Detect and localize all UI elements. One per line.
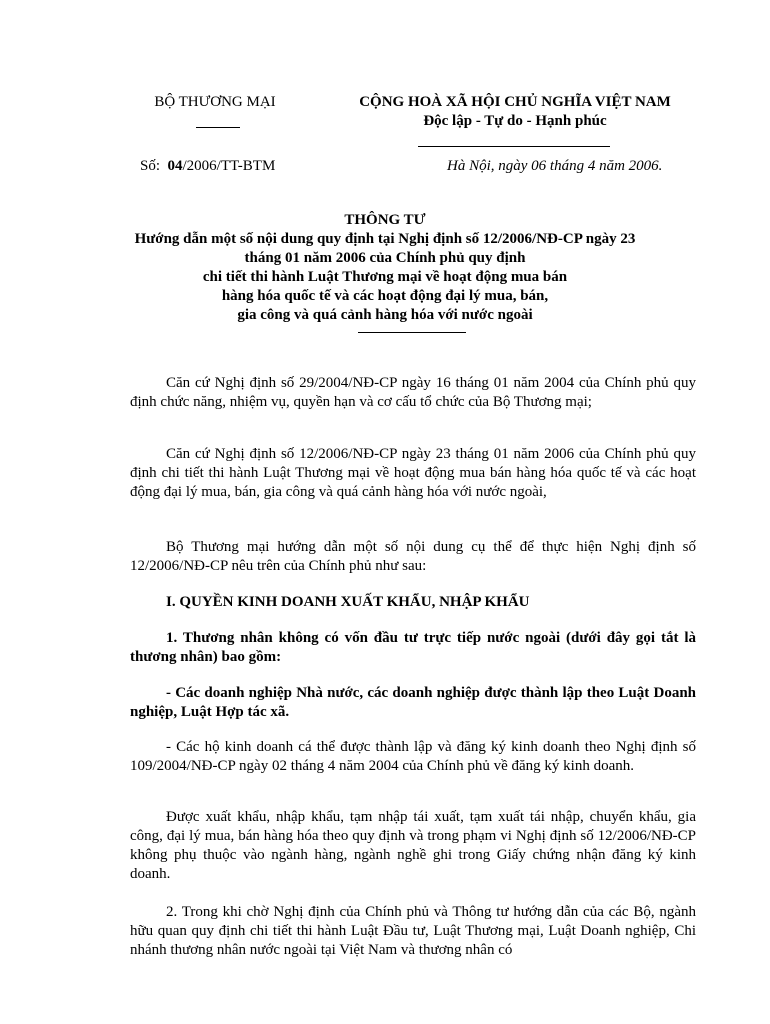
paragraph: - Các hộ kinh doanh cá thể được thành lập và đăng ký kinh doanh theo Nghị định số 109/2004/NĐ-CP ngày 02 tháng 4 năm 2004 của Chính phủ về đăng ký kinh doanh. — [130, 739, 696, 774]
paragraph: Được xuất khẩu, nhập khẩu, tạm nhập tái xuất, tạm xuất tái nhập, chuyển khẩu, gia công, đại lý mua, bán hàng hóa theo quy định và trong phạm vi Nghị định số 12/2006/NĐ-CP không phụ thuộc vào ngành hàng, ngành nghề ghi trong Giấy chứng nhận đăng ký kinh doanh. — [130, 809, 696, 882]
place-date: Hà Nội, ngày 06 tháng 4 năm 2006. — [447, 158, 663, 174]
paragraph: Bộ Thương mại hướng dẫn một số nội dung cụ thể để thực hiện Nghị định số 12/2006/NĐ-CP nêu trên của Chính phủ như sau: — [130, 539, 696, 574]
paragraph: Căn cứ Nghị định số 12/2006/NĐ-CP ngày 23 tháng 01 năm 2006 của Chính phủ quy định chi tiết thi hành Luật Thương mại về hoạt động mua bán hàng hóa quốc tế và các hoạt động đại lý mua, bán, gia công và quá cảnh hàng hóa với nước ngoài, — [130, 446, 696, 500]
title-line: hàng hóa quốc tế và các hoạt động đại lý mua, bán, — [221, 288, 549, 304]
paragraph: 1. Thương nhân không có vốn đầu tư trực tiếp nước ngoài (dưới đây gọi tắt là thương nhân) bao gồm: — [130, 630, 696, 665]
number-label: Số: — [140, 158, 161, 174]
document-number — [140, 157, 275, 176]
title-line: tháng 01 năm 2006 của Chính phủ quy định — [244, 250, 526, 266]
motto: Độc lập - Tự do - Hạnh phúc — [423, 113, 607, 129]
number-rest: /2006/TT-BTM — [182, 158, 276, 174]
section-heading: I. QUYỀN KINH DOANH XUẤT KHẨU, NHẬP KHẨU — [166, 594, 530, 610]
doc-type: THÔNG TƯ — [344, 212, 426, 228]
title-underline — [358, 332, 466, 333]
motto-underline — [418, 146, 610, 147]
number-bold: 04 — [167, 158, 183, 174]
title-block — [100, 211, 670, 325]
republic-block — [330, 93, 700, 131]
title-line: chi tiết thi hành Luật Thương mại về hoạt động mua bán — [202, 269, 568, 285]
paragraph: Căn cứ Nghị định số 29/2004/NĐ-CP ngày 16 tháng 01 năm 2004 của Chính phủ quy định chức năng, nhiệm vụ, quyền hạn và cơ cấu tổ chức của Bộ Thương mại; — [130, 375, 696, 410]
ministry-block — [130, 93, 300, 112]
ministry-name: BỘ THƯƠNG MẠI — [154, 94, 276, 110]
paragraph: - Các doanh nghiệp Nhà nước, các doanh nghiệp được thành lập theo Luật Doanh nghiệp, Luật Hợp tác xã. — [130, 685, 696, 720]
republic-name: CỘNG HOÀ XÃ HỘI CHỦ NGHĨA VIỆT NAM — [359, 94, 671, 110]
ministry-underline — [196, 127, 240, 128]
paragraph: 2. Trong khi chờ Nghị định của Chính phủ và Thông tư hướng dẫn của các Bộ, ngành hữu quan quy định chi tiết thi hành Luật Đầu tư, Luật Thương mại, Luật Doanh nghiệp, Chi nhánh thương nhân nước ngoài tại Việt Nam và thương nhân có — [130, 904, 696, 958]
title-line: Hướng dẫn một số nội dung quy định tại Nghị định số 12/2006/NĐ-CP ngày 23 — [134, 231, 636, 247]
title-line: gia công và quá cảnh hàng hóa với nước ngoài — [237, 307, 533, 323]
